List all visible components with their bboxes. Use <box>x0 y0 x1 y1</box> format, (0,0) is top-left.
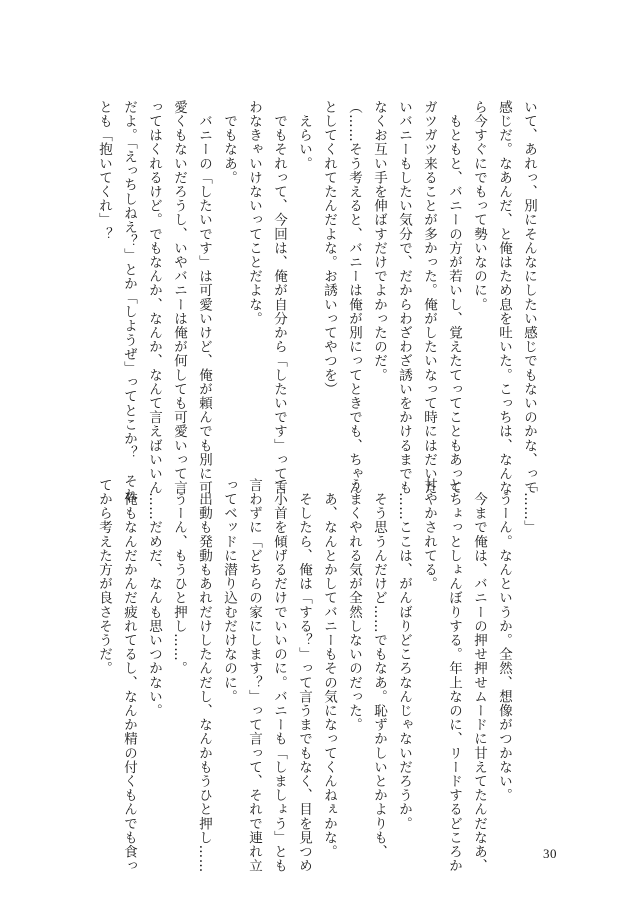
text-line: ってはくれるけど。でもなんか、なんか、なんて言えばいいん <box>146 100 162 495</box>
text-line: ガツガツ来ることが多かった。俺がしたいなって時にはだいた <box>421 100 437 495</box>
text-line: そしたら、俺は「する？」って言うまでもなく、目を見つめ <box>296 478 312 873</box>
text-line: もともと、バニーの方が若いし、覚えたてってこともあって <box>446 100 462 495</box>
text-line: いバニーもしたい気分で、だからわざわざ誘いをかけるまでも <box>396 100 412 495</box>
text-line: うーん。なんというか。全然、想像がつかない。 <box>496 478 512 803</box>
text-line: ……だめだ、なんも思いつかない。 <box>146 478 162 718</box>
lower-text-block <box>96 478 541 873</box>
text-line: 「……」 <box>521 478 537 535</box>
text-line: なくお互い手を伸ばすだけでよかったのだ。 <box>371 100 387 382</box>
text-line: 感じだ。なあんだ、と俺はため息を吐いた。こっちは、なんな <box>496 100 512 495</box>
text-line: でもなあ。 <box>221 100 237 185</box>
text-line: てから考えた方が良さそうだ。 <box>96 478 112 676</box>
upper-text-block <box>96 100 541 503</box>
text-line: て小首を傾げるだけでいいのに。バニーも「しましょう」とも <box>271 478 287 873</box>
text-line: だよ。「えっちしねえ？」とか「しようぜ」ってとこか？ それ <box>121 100 137 503</box>
text-line: バニーの「したいです」は可愛いけど、俺が頼んでも別に可 <box>196 100 212 495</box>
text-line: うーん、もうひと押し……。 <box>171 478 187 676</box>
text-line: とも「抱いてくれ」？ <box>96 100 112 241</box>
page-number: 30 <box>543 846 557 861</box>
text-line: そう思うんだけど……でもなあ。恥ずかしいとかよりも、 <box>371 478 387 859</box>
text-line: いて、あれっ、別にそんなにしたい感じでもないのかな、って <box>521 100 537 495</box>
text-line: とちょっとしょんぼりする。年上なのに、リードするどころか <box>446 478 462 873</box>
text-line: 俺もなんだかんだ疲れてるし、なんか精の付くもんでも食っ <box>121 478 137 873</box>
text-line: 出動も発動もあれだけしたんだし、なんかもうひと押し…… <box>196 478 212 873</box>
text-line: 甘やかされてる。 <box>421 478 437 591</box>
text-line: 愛くもないだろうし、いやバニーは俺が何しても可愛いって言 <box>171 100 187 495</box>
text-line: （……そう考えると、バニーは俺が別にってときでも、ちゃん <box>346 100 362 495</box>
text-line: うまくやれる気が全然しないのだった。 <box>346 478 362 732</box>
text-line: としてくれてたんだよな。お誘いってやつを） <box>321 100 337 397</box>
text-line: 言わずに「どちらの家にします？」って言って、それで連れ立 <box>246 478 262 873</box>
text-line: でもそれって、今回は、俺が自分から「したいです」って言 <box>271 100 287 495</box>
text-line: あ、なんとかしてバニーもその気になってくんねぇかな。 <box>321 478 337 859</box>
text-line: わなきゃいけないってことだよな。 <box>246 100 262 326</box>
text-line: えらい。 <box>296 100 312 171</box>
text-line: ら今すぐにでもって勢いなのに。 <box>471 100 487 312</box>
text-line: ってベッドに潜り込むだけなのに。 <box>221 478 237 704</box>
text-line: 今まで俺は、バニーの押せ押せムードに甘えてたんだなあ、 <box>471 478 487 873</box>
text-line: ……ここは、がんばりどころなんじゃないだろうか。 <box>396 478 412 831</box>
